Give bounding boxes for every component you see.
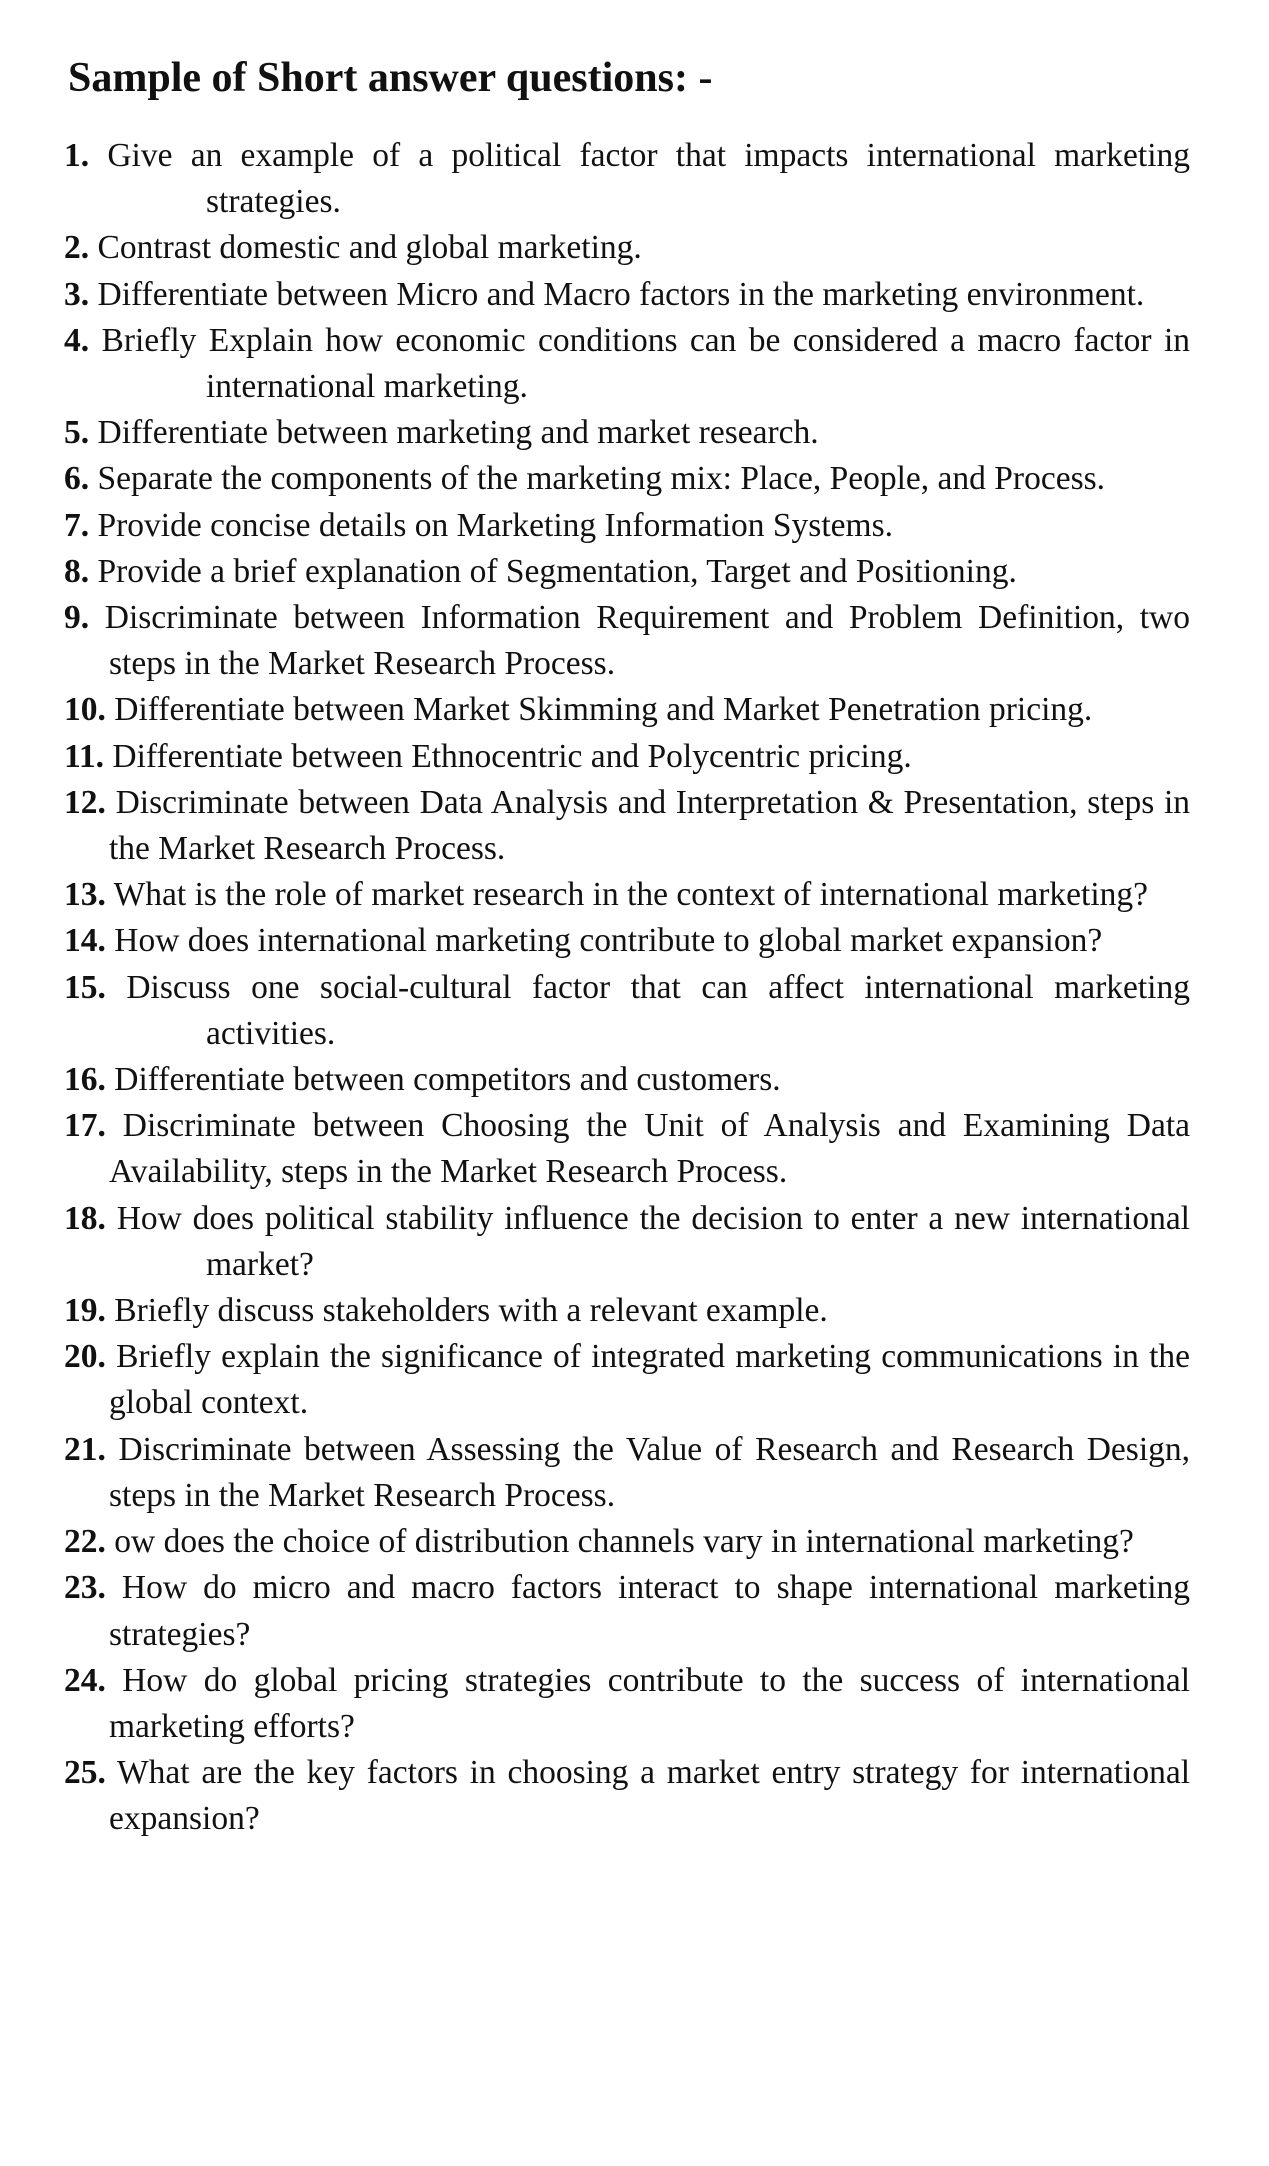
question-item	[64, 410, 1190, 456]
question-text: Differentiate between Ethnocentric and Polycentric pricing.	[112, 737, 912, 775]
question-text: How do micro and macro factors interact to shape international marketing strategies?	[109, 1569, 1191, 1653]
question-number: 2.	[64, 229, 90, 267]
question-item	[64, 1334, 1190, 1426]
question-text: Discriminate between Choosing the Unit of Analysis and Examining Data Availability, steps in the Market Research Process.	[109, 1107, 1191, 1191]
question-number: 14.	[64, 922, 106, 960]
question-item	[64, 918, 1190, 964]
question-text: Differentiate between Market Skimming and Market Penetration pricing.	[114, 691, 1093, 729]
question-item	[64, 1288, 1190, 1334]
question-text: Discriminate between Data Analysis and Interpretation & Presentation, steps in the Market Research Process.	[109, 783, 1191, 868]
question-number: 22.	[64, 1523, 106, 1561]
question-number: 23.	[64, 1569, 106, 1607]
question-text: ow does the choice of distribution channels vary in international marketing?	[114, 1523, 1134, 1561]
question-text: Discriminate between Information Requirement and Problem Definition, two steps in the Market Research Process.	[104, 599, 1190, 683]
question-item	[64, 687, 1190, 733]
question-item	[64, 1103, 1190, 1195]
question-number: 20.	[64, 1338, 106, 1376]
question-item	[64, 734, 1190, 780]
question-text: Provide a brief explanation of Segmentation, Target and Positioning.	[97, 552, 1017, 590]
question-item	[64, 1750, 1190, 1842]
question-number: 8.	[64, 552, 90, 590]
question-item	[64, 595, 1190, 687]
question-text: How do global pricing strategies contribute to the success of international marketing efforts?	[109, 1661, 1190, 1745]
question-item	[64, 1196, 1190, 1288]
question-number: 4.	[64, 321, 90, 359]
question-text: Differentiate between Micro and Macro factors in the marketing environment.	[97, 275, 1145, 313]
question-text: Differentiate between marketing and market research.	[97, 414, 819, 452]
question-text: What is the role of market research in the context of international marketing?	[113, 876, 1149, 914]
question-item	[64, 503, 1190, 549]
question-item	[64, 1519, 1190, 1565]
question-item	[64, 780, 1190, 872]
question-number: 24.	[64, 1661, 106, 1699]
question-text: Briefly explain the significance of integrated marketing communications in the global context.	[109, 1338, 1190, 1422]
question-text: How does political stability influence the decision to enter a new international market?	[116, 1199, 1190, 1283]
page-title: Sample of Short answer questions: -	[68, 55, 713, 101]
question-number: 21.	[64, 1430, 106, 1468]
question-number: 17.	[64, 1107, 106, 1145]
question-text: Discriminate between Assessing the Value of Research and Research Design, steps in the Market Research Process.	[109, 1430, 1191, 1514]
question-item	[64, 133, 1190, 225]
question-item	[64, 318, 1190, 410]
question-number: 1.	[64, 137, 90, 174]
question-item	[64, 1057, 1190, 1103]
question-text: How does international marketing contribute to global market expansion?	[114, 922, 1103, 960]
question-text: Briefly Explain how economic conditions can be considered a macro factor in international marketing.	[101, 321, 1191, 406]
question-item	[64, 965, 1190, 1057]
question-item	[64, 1565, 1190, 1657]
question-number: 15.	[64, 968, 106, 1006]
question-number: 13.	[64, 876, 106, 914]
question-text: Give an example of a political factor that impacts international marketing strategies.	[107, 137, 1191, 221]
question-text: Contrast domestic and global marketing.	[97, 229, 642, 267]
question-number: 10.	[64, 691, 106, 729]
question-item	[64, 1658, 1190, 1750]
question-item	[64, 872, 1190, 918]
question-number: 3.	[64, 275, 90, 313]
question-number: 19.	[64, 1292, 106, 1330]
question-text: What are the key factors in choosing a market entry strategy for international expansion?	[109, 1754, 1191, 1838]
question-number: 16.	[64, 1061, 106, 1099]
question-item	[64, 456, 1190, 502]
question-number: 7.	[64, 506, 90, 544]
question-number: 25.	[64, 1754, 106, 1792]
question-item	[64, 1427, 1190, 1519]
question-number: 6.	[64, 460, 90, 498]
question-number: 18.	[64, 1199, 106, 1237]
question-number: 5.	[64, 414, 90, 452]
question-number: 11.	[64, 737, 105, 775]
question-list	[64, 133, 1190, 1843]
question-number: 9.	[64, 599, 90, 637]
question-text: Discuss one social-cultural factor that can affect international marketing activities.	[126, 968, 1190, 1052]
question-item	[64, 549, 1190, 595]
question-text: Briefly discuss stakeholders with a relevant example.	[114, 1292, 828, 1330]
question-item	[64, 272, 1190, 318]
question-text: Provide concise details on Marketing Information Systems.	[97, 506, 893, 544]
question-text: Differentiate between competitors and customers.	[114, 1061, 781, 1099]
question-text: Separate the components of the marketing mix: Place, People, and Process.	[97, 460, 1106, 498]
question-number: 12.	[64, 783, 106, 821]
question-item	[64, 225, 1190, 271]
